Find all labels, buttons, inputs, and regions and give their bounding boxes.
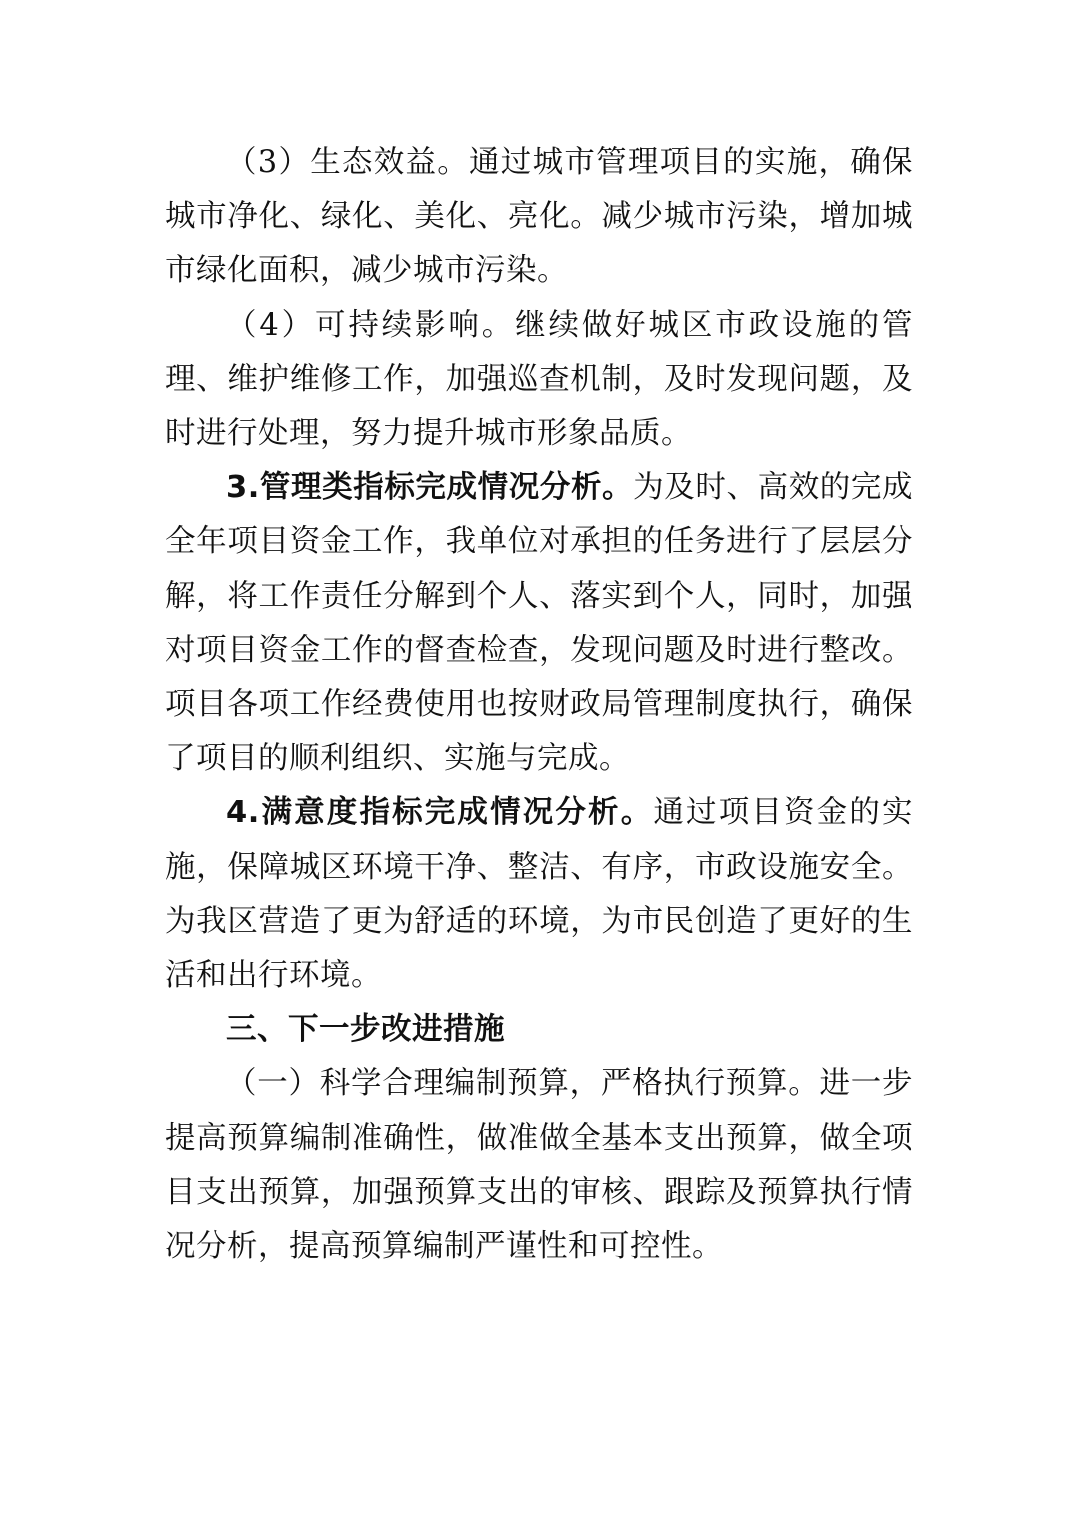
paragraph-text: 通过项目资金的实施，保障城区环境干净、整洁、有序，市政设施安全。为我区营造了更为舒适的环境，为市民创造了更好的生活和出行环境。 [165, 795, 914, 994]
paragraph-sustainable-impact [165, 299, 913, 462]
paragraph-lead: 3.管理类指标完成情况分析。 [226, 470, 634, 506]
paragraph-text: （4）可持续影响。继续做好城区市政设施的管理、维护维修工作，加强巡查机制，及时发现问题，及时进行处理，努力提升城市形象品质。 [165, 307, 913, 452]
paragraph-ecological-benefit [165, 136, 913, 299]
paragraph-lead: 4.满意度指标完成情况分析。 [226, 795, 654, 831]
section-heading: 三、下一步改进措施 [226, 1012, 505, 1048]
paragraph-text: 为及时、高效的完成全年项目资金工作，我单位对承担的任务进行了层层分解，将工作责任分解到个人、落实到个人，同时，加强对项目资金工作的督查检查，发现问题及时进行整改。项目各项工作经费使用也按财政局管理制度执行，确保了项目的顺利组织、实施与完成。 [165, 470, 914, 777]
paragraph-management-indicators [165, 461, 913, 786]
paragraph-budget-measures [165, 1057, 913, 1274]
paragraph-text: （一）科学合理编制预算，严格执行预算。进一步提高预算编制准确性，做准做全基本支出预算，做全项目支出预算，加强预算支出的审核、跟踪及预算执行情况分析，提高预算编制严谨性和可控性。 [165, 1066, 913, 1265]
paragraph-satisfaction-indicators [165, 786, 913, 1003]
document-page [165, 136, 913, 1274]
paragraph-text: （3）生态效益。通过城市管理项目的实施，确保城市净化、绿化、美化、亮化。减少城市污染，增加城市绿化面积，减少城市污染。 [165, 145, 913, 289]
